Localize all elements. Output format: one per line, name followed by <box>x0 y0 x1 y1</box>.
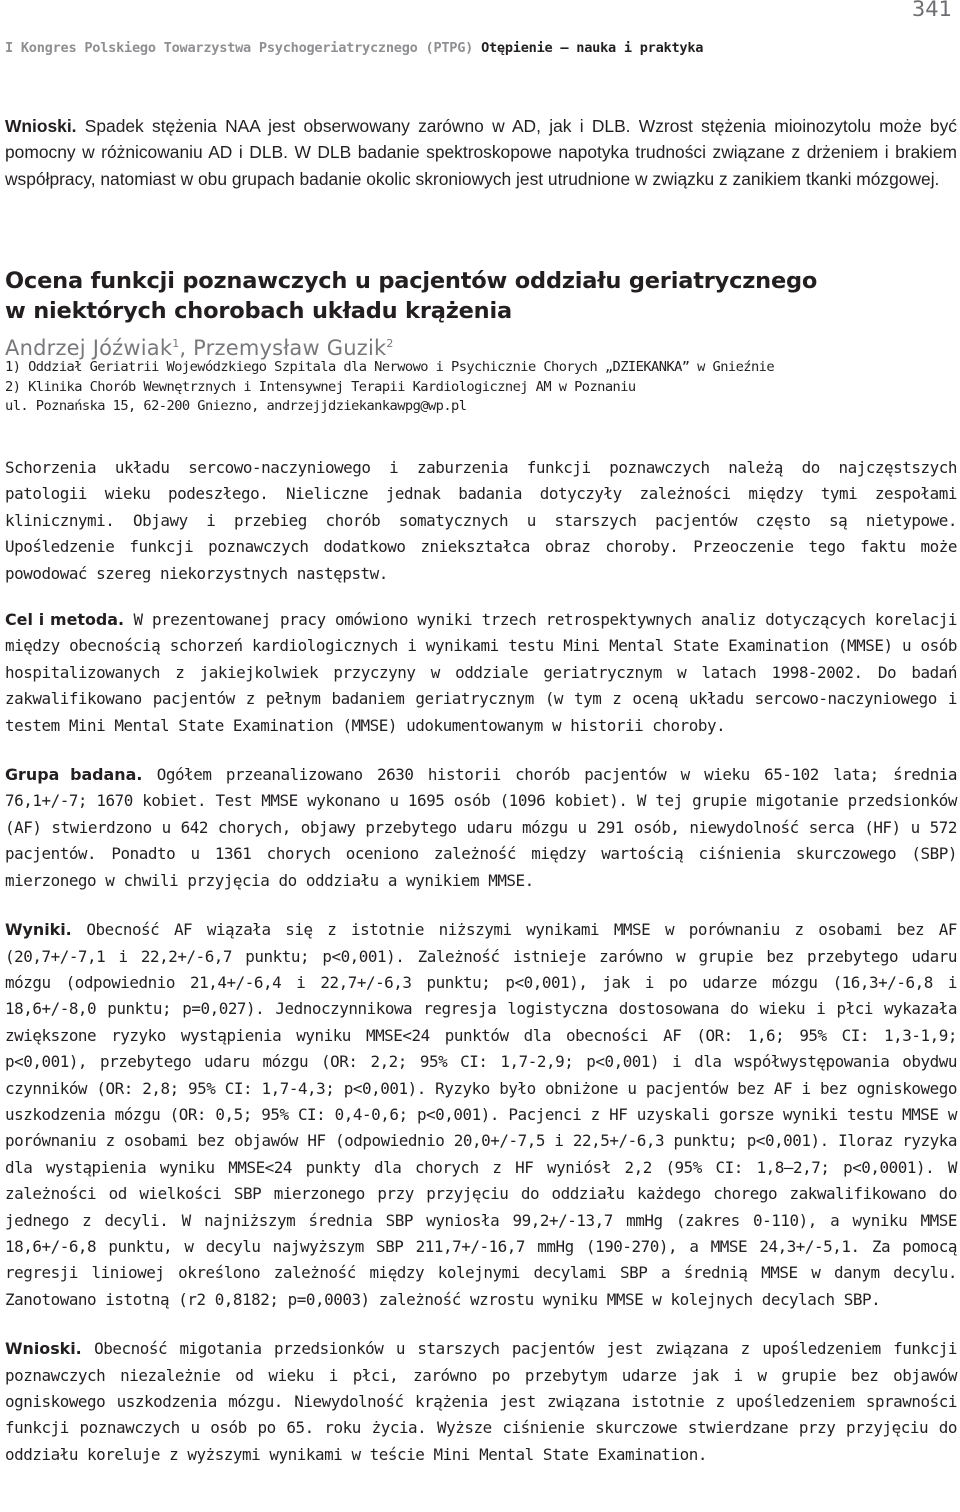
section-lead: Wnioski. <box>5 1339 82 1359</box>
author-separator: , <box>179 336 194 360</box>
abstract-title <box>5 266 957 326</box>
section-lead: Wnioski. <box>5 116 77 136</box>
contact-address: ul. Poznańska 15, 62-200 Gniezno, andrzejjdziekankawpg@wp.pl <box>5 398 467 414</box>
section-lead: Wyniki. <box>5 920 72 940</box>
intro-paragraph: Schorzenia układu sercowo-naczyniowego i zaburzenia funkcji poznawczych należą do najczęstszych patologii wieku podeszłego. Nieliczne jednak badania dotyczyły zależności między tymi zespołami klinicznymi. Objawy i przebieg chorób somatycznych u starszych pacjentów często są nietypowe. Upośledzenie funkcji poznawczych dodatkowo zniekształca obraz choroby. Przeoczenie tego faktu może powodować szereg niekorzystnych następstw. <box>5 458 957 583</box>
conference-name: I Kongres Polskiego Towarzystwa Psychogeriatrycznego (PTPG) <box>5 40 474 56</box>
conclusions-paragraph <box>5 1336 957 1468</box>
previous-abstract-conclusion <box>5 113 957 192</box>
section-lead: Grupa badana. <box>5 765 143 785</box>
author-name: Andrzej Jóźwiak <box>5 336 173 360</box>
page-number: 341 <box>911 0 952 21</box>
conference-theme: Otępienie – nauka i praktyka <box>481 40 704 56</box>
title-line: Ocena funkcji poznawczych u pacjentów oddziału geriatrycznego <box>5 268 818 294</box>
running-header <box>5 40 703 56</box>
section-text: W prezentowanej pracy omówiono wyniki trzech retrospektywnych analiz dotyczących korelacji między obecnością schorzeń kardiologicznych i wynikami testu Mini Mental State Examination (MMSE) u osób hospitalizowanych z jakiejkolwiek przyczyny w oddziale geriatrycznym w latach 1998-2002. Do badań zakwalifikowano pacjentów z pełnym badaniem geriatrycznym (w tym z oceną układu sercowo-naczyniowego i testem Mini Mental State Examination (MMSE) udokumentowanym w historii choroby. <box>5 610 957 735</box>
results-paragraph <box>5 917 957 1313</box>
abstract-body <box>5 455 957 1491</box>
section-text: Obecność migotania przedsionków u starszych pacjentów jest związana z upośledzeniem funkcji poznawczych niezależnie od wieku i płci, zarówno po przebytym udarze jak i w grupie bez objawów ogniskowego uszkodzenia mózgu. Niewydolność krążenia jest związana istotnie z upośledzeniem sprawności funkcji poznawczych u osób po 65. roku życia. Wyższe ciśnienie skurczowe stwierdzane przy przyjęciu do oddziału koreluje z wyższymi wynikami w teście Mini Mental State Examination. <box>5 1339 957 1464</box>
affiliation-marker: 2 <box>386 337 394 350</box>
affiliation-marker: 1 <box>172 337 180 350</box>
section-text: Obecność AF wiązała się z istotnie niższymi wynikami MMSE w porównaniu z osobami bez AF (20,7+/-7,1 i 22,2+/-6,7 punktu; p<0,001). Zależność istnieje zarówno w grupie bez przebytego udaru mózgu (odpowiednio 21,4+/-6,4 i 22,7+/-6,3 punktu; p<0,001), jak i po udarze mózgu (16,3+/-6,8 i 18,6+/-8,0 punktu; p=0,027). Jednoczynnikowa regresja logistyczna dostosowana do wieku i płci wykazała zwiększone ryzyko wystąpienia wyniku MMSE<24 punktów dla obecności AF (OR: 1,6; 95% CI: 1,3-1,9; p<0,001), przebytego udaru mózgu (OR: 2,2; 95% CI: 1,7-2,9; p<0,001) i dla współwystępowania obydwu czynników (OR: 2,8; 95% CI: 1,7-4,3; p<0,001). Ryzyko było obniżone u pacjentów bez AF i bez ogniskowego uszkodzenia mózgu (OR: 0,5; 95% CI: 0,4-0,6; p<0,001). Pacjenci z HF uzyskali gorsze wyniki testu MMSE w porównaniu z osobami bez objawów HF (odpowiednio 20,0+/-7,5 i 22,5+/-6,3 punktu; p<0,001). Iloraz ryzyka dla wystąpienia wyniku MMSE<24 punkty dla chorych z HF wyniósł 2,2 (95% CI: 1,8–2,7; p<0,0001). W zależności od wielkości SBP mierzonego przy przyjęciu do oddziału każdego chorego zakwalifikowano do jednego z decyli. W najniższym średnia SBP wyniosła 99,2+/-13,7 mmHg (zakres 0-110), a wyniku MMSE 18,6+/-6,8 punktu, w decylu najwyższym SBP 211,7+/-16,7 mmHg (190-270), a MMSE 24,3+/-5,1. Za pomocą regresji liniowej określono zależność między kolejnymi decylami SBP a średnią MMSE w danym decylu. Zanotowano istotną (r2 0,8182; p=0,0003) zależność wzrostu wyniku MMSE w kolejnych decylach SBP. <box>5 920 957 1309</box>
section-text: Ogółem przeanalizowano 2630 historii chorób pacjentów w wieku 65-102 lata; średnia 76,1+/-7; 1670 kobiet. Test MMSE wykonano u 1695 osób (1096 kobiet). W tej grupie migotanie przedsionków (AF) stwierdzono u 642 chorych, objawy przebytego udaru mózgu u 291 osób, niewydolność serca (HF) u 572 pacjentów. Ponadto u 1361 chorych oceniono zależność między wartością ciśnienia skurczowego (SBP) mierzonego w chwili przyjęcia do oddziału a wynikiem MMSE. <box>5 765 957 890</box>
section-text: Spadek stężenia NAA jest obserwowany zarówno w AD, jak i DLB. Wzrost stężenia mioinozytolu może być pomocny w różnicowaniu AD i DLB. W DLB badanie spektroskopowe napotyka trudności związane z drżeniem i brakiem współpracy, natomiast w obu grupach badanie okolic skroniowych jest utrudnione w związku z zanikiem tkanki mózgowej. <box>5 116 957 189</box>
title-line: w niektórych chorobach układu krążenia <box>5 298 512 324</box>
study-group-paragraph <box>5 762 957 894</box>
author-name: Przemysław Guzik <box>193 336 387 360</box>
affiliations <box>5 358 957 417</box>
affiliation-line: 2) Klinika Chorób Wewnętrznych i Intensywnej Terapii Kardiologicznej AM w Poznaniu <box>5 378 636 395</box>
affiliation-line: 1) Oddział Geriatrii Wojewódzkiego Szpitala dla Nerwowo i Psychicznie Chorych „DZIEKANKA” w Gnieźnie <box>5 359 775 375</box>
section-lead: Cel i metoda. <box>5 610 125 630</box>
methods-paragraph <box>5 607 957 739</box>
